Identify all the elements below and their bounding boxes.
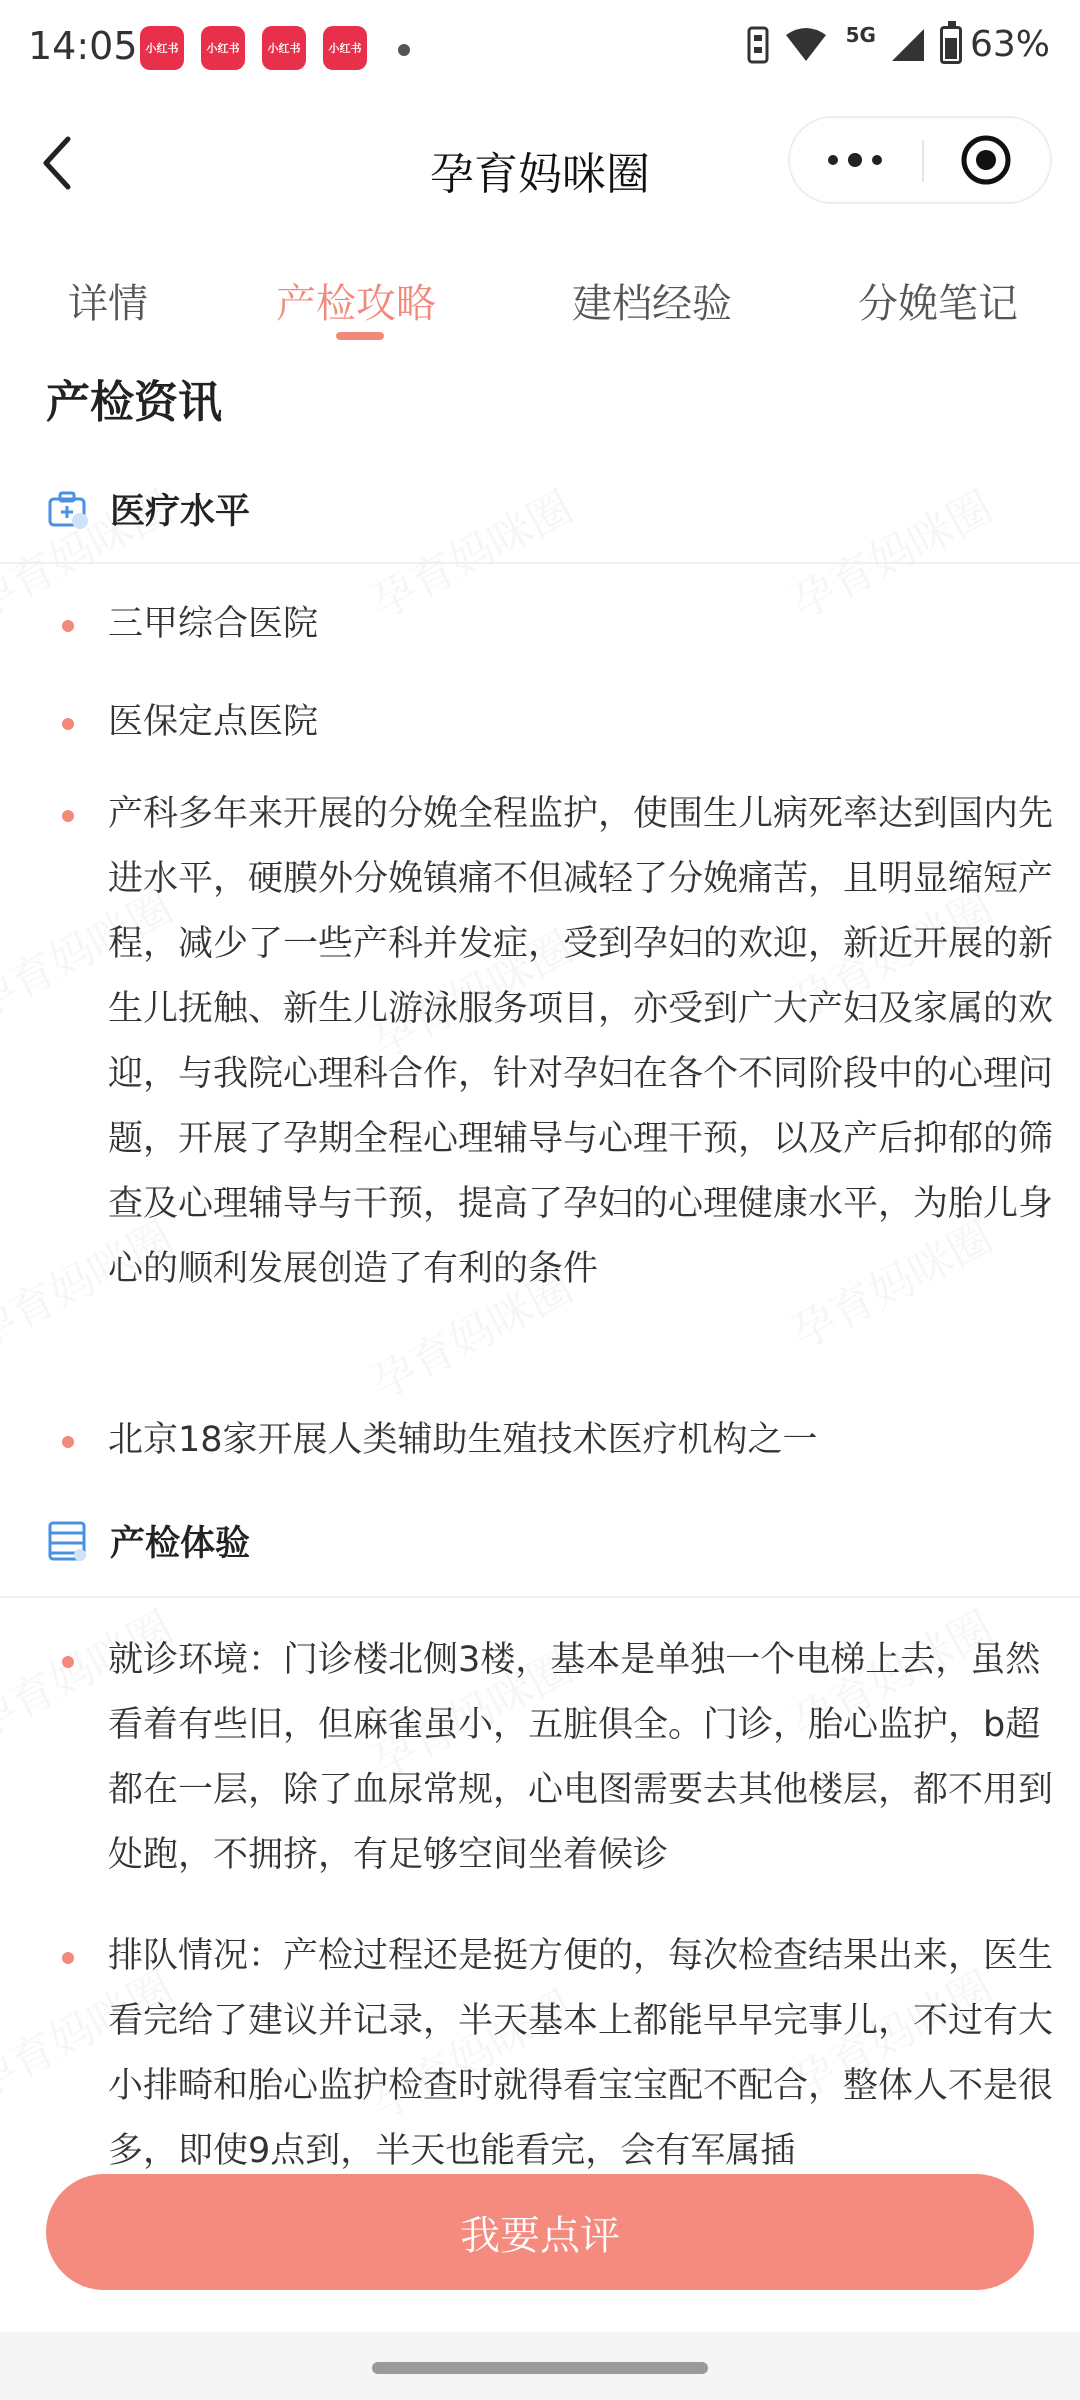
write-review-button[interactable]: 我要点评 <box>46 2174 1034 2290</box>
xiaohongshu-app-icon: 小红书 <box>140 26 184 70</box>
battery-percent: 63% <box>969 24 1050 65</box>
battery-icon <box>940 26 962 64</box>
nav-header <box>0 108 1080 218</box>
subsection-heading: 产检体验 <box>110 1524 251 1564</box>
target-close-icon <box>960 134 1012 186</box>
subsection-heading: 医疗水平 <box>110 492 251 532</box>
more-button[interactable] <box>790 118 920 202</box>
tab-bar <box>0 260 1080 350</box>
status-bar <box>0 0 1080 100</box>
bullet-dot <box>62 810 74 822</box>
section-title: 产检资讯 <box>46 377 222 428</box>
xiaohongshu-app-icon: 小红书 <box>262 26 306 70</box>
bullet-dot <box>62 718 74 730</box>
medical-kit-icon <box>46 487 90 531</box>
checklist-icon <box>46 1519 90 1563</box>
close-mini-program-button[interactable] <box>922 118 1050 202</box>
list-item-text: 北京18家开展人类辅助生殖技术医疗机构之一 <box>108 1420 818 1460</box>
active-tab-indicator <box>336 332 384 340</box>
bullet-dot <box>62 1952 74 1964</box>
notification-icons <box>140 26 384 70</box>
list-item-text: 产科多年来开展的分娩全程监护，使围生儿病死率达到国内先进水平，硬膜外分娩镇痛不但减轻了分娩痛苦，且明显缩短产程，减少了一些产科并发症，受到孕妇的欢迎，新近开展的新生儿抚触、新生儿游泳服务项目，亦受到广大产妇及家属的欢迎，与我院心理科合作，针对孕妇在各个不同阶段中的心理问题，开展了孕期全程心理辅导与心理干预，以及产后抑郁的筛查及心理辅导与干预，提高了孕妇的心理健康水平，为胎儿身心的顺利发展创造了有利的条件 <box>108 794 1054 1289</box>
page-title: 孕育妈咪圈 <box>430 149 650 200</box>
tab-registration-experience[interactable]: 建档经验 <box>572 281 732 327</box>
bullet-dot <box>62 620 74 632</box>
tab-delivery-notes[interactable]: 分娩笔记 <box>858 281 1018 327</box>
list-item-text: 就诊环境：门诊楼北侧3楼，基本是单独一个电梯上去，虽然看着有些旧，但麻雀虽小，五脏俱全。门诊，胎心监护，b超都在一层，除了血尿常规，心电图需要去其他楼层，都不用到处跑，不拥挤，有足够空间坐着候诊 <box>108 1640 1054 1875</box>
home-indicator[interactable] <box>372 2362 708 2374</box>
more-notifications-dot-icon <box>398 44 410 56</box>
signal-icon <box>890 27 926 63</box>
subsection-checkup-experience <box>46 1516 250 1566</box>
status-right <box>732 24 1050 65</box>
list-item-text: 三甲综合医院 <box>108 604 319 644</box>
bullet-dot <box>62 1436 74 1448</box>
wifi-icon <box>784 27 828 63</box>
divider <box>0 1596 1080 1598</box>
tab-details[interactable]: 详情 <box>68 281 148 327</box>
vibrate-icon <box>746 25 770 65</box>
network-type: 5G <box>845 22 876 47</box>
subsection-medical-level <box>46 484 250 534</box>
system-nav-bar <box>0 2332 1080 2400</box>
tab-checkup-guide[interactable]: 产检攻略 <box>276 281 436 327</box>
list-item-text: 医保定点医院 <box>108 702 319 742</box>
mini-program-capsule <box>788 116 1052 204</box>
xiaohongshu-app-icon: 小红书 <box>201 26 245 70</box>
divider <box>0 562 1080 564</box>
xiaohongshu-app-icon: 小红书 <box>323 26 367 70</box>
bullet-dot <box>62 1656 74 1668</box>
list-item-text: 排队情况：产检过程还是挺方便的，每次检查结果出来，医生看完给了建议并记录，半天基本上都能早早完事儿，不过有大小排畸和胎心监护检查时就得看宝宝配不配合，整体人不是很多，即使9点到，半天也能看完，会有军属插 <box>108 1936 1054 2171</box>
status-time: 14:05 <box>28 24 138 68</box>
more-dots-icon <box>825 152 885 168</box>
